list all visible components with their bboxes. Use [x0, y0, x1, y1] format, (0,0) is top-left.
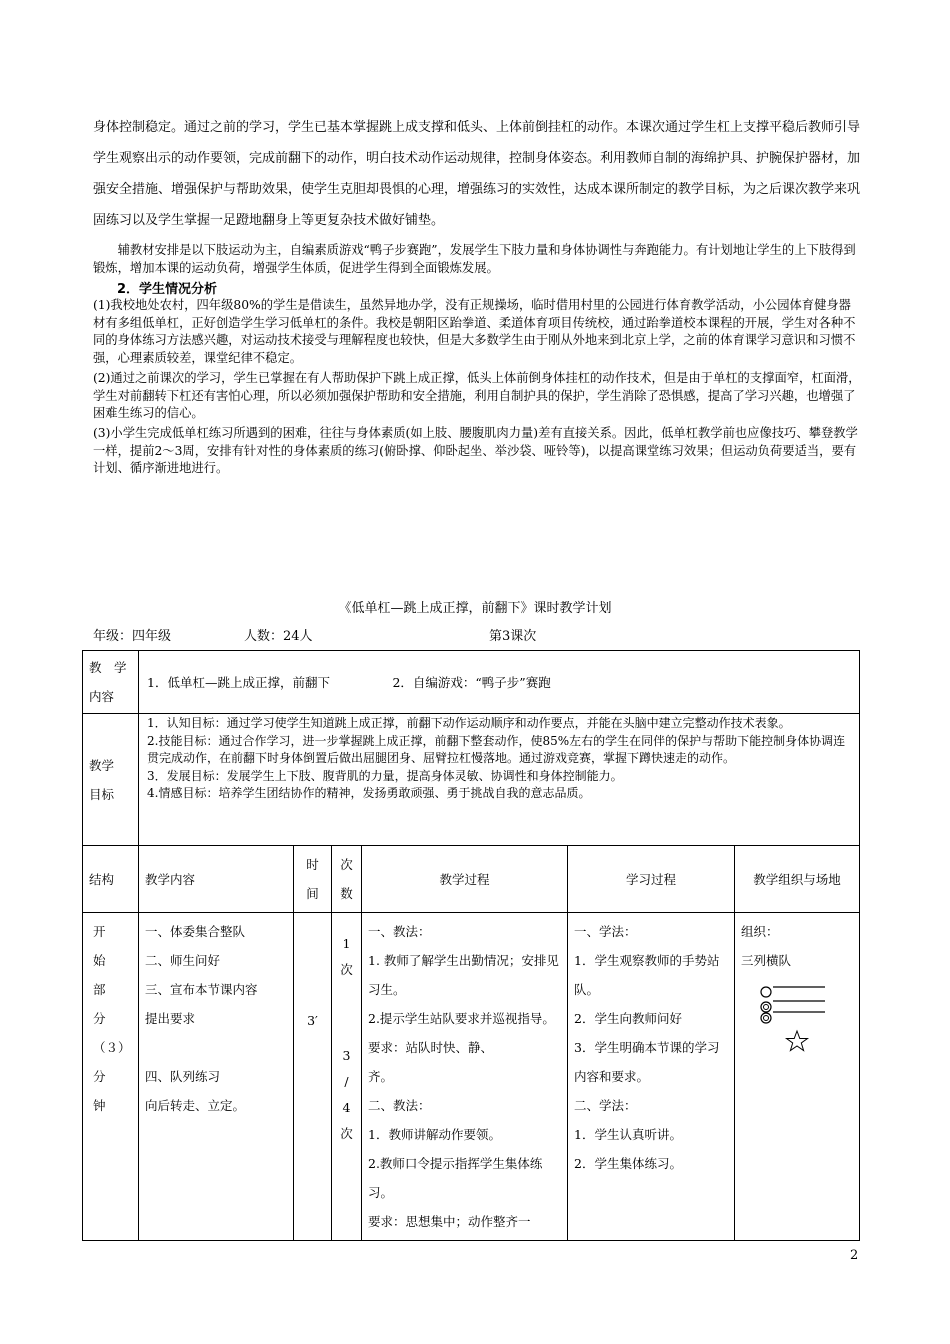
- student-marker-icon: [761, 1002, 771, 1012]
- organization-cell: 组织： 三列横队: [735, 913, 860, 1241]
- header-time: 时 间: [294, 846, 332, 913]
- content-label-cell: 教 学 内容: [83, 651, 139, 714]
- goal-item: 1．认知目标：通过学习使学生知道跳上成正撑，前翻下动作运动顺序和动作要点，并能在头脑中建立完整动作技术表象。: [147, 716, 791, 730]
- student-analysis-1: (1)我校地处农村，四年级80%的学生是借读生，虽然异地办学，没有正规操场，临时借用村里的公园进行体育教学活动，小公园体育健身器材有多组低单杠，正好创造学生学习低单杠的条件。我校是朝阳区跆拳道、柔道体育项目传统校，通过跆拳道校本课程的开展，学生对各种不同的身体练习方法感兴趣，对运动技术接受与理解程度也较快，但是大多数学生由于刚从外地来到北京上学，之前的体育课学习意识和习惯不强，心理素质较差，课堂纪律不稳定。: [93, 298, 856, 365]
- list-item: 四、队列练习: [145, 1069, 221, 1084]
- goal-item: 3．发展目标：发展学生上下肢、腹背肌的力量，提高身体灵敏、协调性和身体控制能力。: [147, 768, 623, 783]
- header-structure: 结构: [83, 846, 139, 913]
- learning-process: 一、学法： 1．学生观察教师的手势站队。 2．学生向教师问好 3．学生明确本节课的学习内容和要求。 二、学法： 1．学生认真听讲。 2．学生集体练习。: [568, 913, 735, 1241]
- lesson-plan-table: [82, 650, 860, 1241]
- lesson-number: 第3课次: [489, 629, 537, 644]
- student-marker-icon: [764, 1005, 769, 1010]
- header-process: 教学过程: [362, 846, 568, 913]
- goal-item: 2.技能目标：通过合作学习，进一步掌握跳上成正撑，前翻下整套动作，使85%左右的学生在同伴的保护与帮助下能控制身体协调连贯完成动作，在前翻下时身体倒置后做出屈腿团身、屈臂拉杠慢落地。通过游戏竞赛，掌握下蹲快速走的动作。: [147, 733, 846, 765]
- secondary-material-paragraph: 辅教材安排是以下肢运动为主，自编素质游戏“鸭子步赛跑”，发展学生下肢力量和身体协调性与奔跑能力。有计划地让学生的上下肢得到锻炼，增加本课的运动负荷，增强学生体质，促进学生得到全面锻炼发展。: [93, 243, 856, 275]
- page-number: 2: [850, 1248, 859, 1263]
- header-content: 教学内容: [139, 846, 294, 913]
- times-cell: 1 次 3 / 4 次: [332, 913, 362, 1241]
- goals-cell: [139, 714, 860, 846]
- structure-cell: 开 始 部 分 （３） 分 钟: [83, 913, 139, 1241]
- time-cell: 3′: [294, 913, 332, 1241]
- list-item: 提出要求: [145, 1011, 196, 1026]
- grade-label: 年级：四年级: [93, 629, 172, 644]
- list-item: 三、宣布本节课内容: [145, 982, 258, 997]
- list-item: 向后转走、立定。: [145, 1098, 246, 1113]
- content-text: 1．低单杠—跳上成正撑，前翻下 2．自编游戏：“鸭子步”赛跑: [139, 651, 860, 714]
- student-marker-icon: [764, 1016, 769, 1021]
- student-marker-icon: [761, 1013, 771, 1023]
- list-item: 二、师生问好: [145, 953, 221, 968]
- content-list: [139, 913, 294, 1241]
- header-times: 次 数: [332, 846, 362, 913]
- formation-diagram: [759, 983, 839, 1063]
- plan-title: 《低单杠—跳上成正撑，前翻下》课时教学计划: [338, 601, 612, 616]
- teaching-process: 一、教法： 1. 教师了解学生出勤情况；安排见习生。 2.提示学生站队要求并巡视指导。 要求：站队时快、静、 齐。 二、教法： 1．教师讲解动作要领。 2.教师口令提示指挥学生集体练习。 要求：思想集中；动作整齐一: [362, 913, 568, 1241]
- intro-paragraph: 身体控制稳定。通过之前的学习，学生已基本掌握跳上成支撑和低头、上体前倒挂杠的动作。本课次通过学生杠上支撑平稳后教师引导学生观察出示的动作要领，完成前翻下的动作，明白技术动作运动规律，控制身体姿态。利用教师自制的海绵护具、护腕保护器材，加强安全措施、增强保护与帮助效果，使学生克胆却畏惧的心理，增强练习的实效性，达成本课所制定的教学目标，为之后课次教学来巩固练习以及学生掌握一足蹬地翻身上等更复杂技术做好铺垫。: [93, 120, 861, 228]
- header-learning: 学习过程: [568, 846, 735, 913]
- list-item: 一、体委集合整队: [145, 924, 246, 939]
- student-analysis-3: (3)小学生完成低单杠练习所遇到的困难，往往与身体素质(如上肢、腰腹肌肉力量)差有直接关系。因此，低单杠教学前也应像技巧、攀登教学一样，提前2～3周，安排有针对性的身体素质的练习(俯卧撑、仰卧起坐、举沙袋、哑铃等)，以提高课堂练习效果；但运动负荷要适当，要有计划、循序渐进地进行。: [93, 426, 858, 475]
- student-analysis-2: (2)通过之前课次的学习，学生已掌握在有人帮助保护下跳上成正撑，低头上体前倒身体挂杠的动作技术，但是由于单杠的支撑面窄，杠面滑，学生对前翻转下杠还有害怕心理，所以必须加强保护帮助和安全措施，利用自制护具的保护，学生消除了恐惧感，提高了学习兴趣，也增强了困难生练习的信心。: [93, 371, 861, 420]
- goal-label-cell: 教学 目标: [83, 714, 139, 846]
- student-marker-icon: [761, 987, 771, 997]
- student-count: 人数：24人: [244, 629, 313, 644]
- teacher-star-icon: [787, 1031, 808, 1051]
- goal-item: 4.情感目标：培养学生团结协作的精神，发扬勇敢顽强、勇于挑战自我的意志品质。: [147, 786, 591, 800]
- header-org: 教学组织与场地: [735, 846, 860, 913]
- section-heading: 2．学生情况分析: [117, 282, 218, 297]
